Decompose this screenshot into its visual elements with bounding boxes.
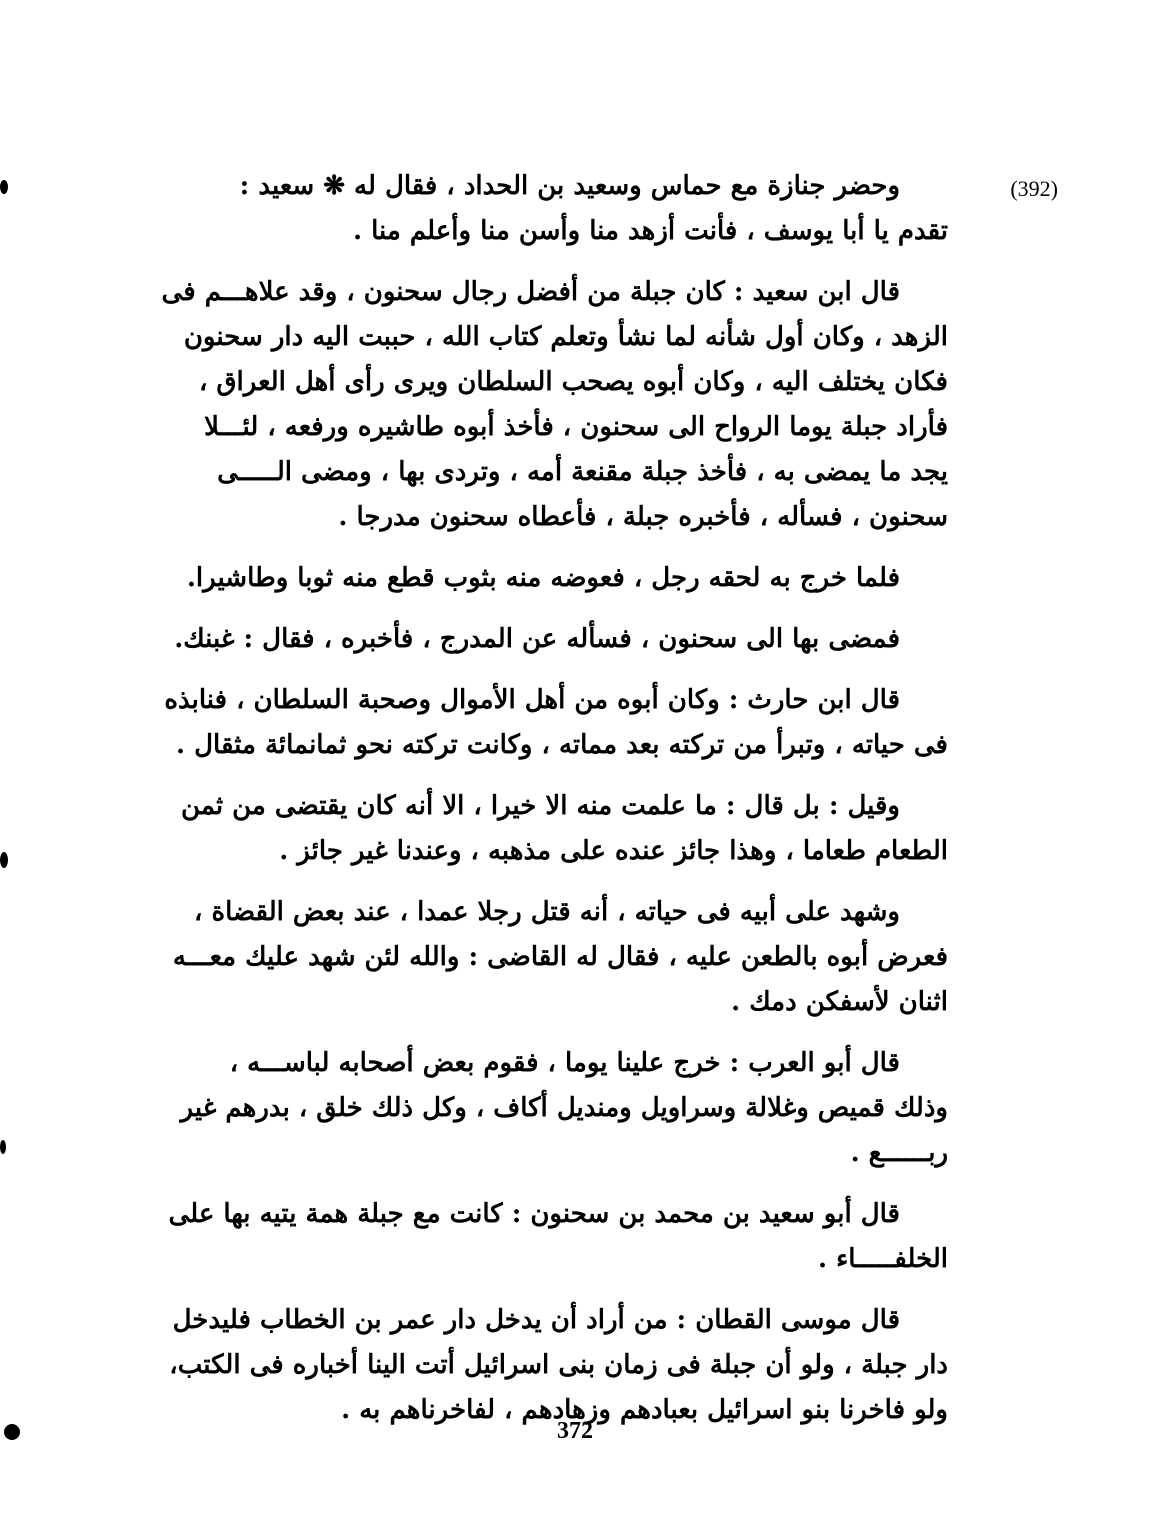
text-line: قال ابن حارث : وكان أبوه من أهل الأموال وصحبة السلطان ، فنابذه (164, 685, 900, 715)
text-line: دار جبلة ، ولو أن جبلة فى زمان بنى اسرائيل أتت الينا أخباره فى الكتب، (169, 1350, 948, 1380)
paragraph (180, 1041, 948, 1176)
text-line: فى حياته ، وتبرأ من تركته بعد مماته ، وكانت تركته نحو ثمانمائة مثقال . (176, 730, 948, 760)
paragraph (181, 784, 948, 874)
text-line: فمضى بها الى سحنون ، فسأله عن المدرج ، فأخبره ، فقال : غبنك. (174, 624, 900, 654)
text-line: وقيل : بل قال : ما علمت منه الا خيرا ، الا أنه كان يقتضى من ثمن (181, 791, 900, 821)
paragraph (196, 164, 948, 254)
text-line: فأراد جبلة يوما الرواح الى سحنون ، فأخذ أبوه طاشيره ورفعه ، لئـــلا (204, 412, 948, 442)
main-text (161, 164, 948, 1449)
original-page-marker: (392) (1010, 176, 1058, 201)
text-line: الخلفـــــاء . (817, 1244, 948, 1274)
text-line: تقدم يا أبا يوسف ، فأنت أزهد منا وأسن منا وأعلم منا . (352, 216, 948, 246)
scan-dot (0, 1140, 6, 1154)
text-line: الطعام طعاما ، وهذا جائز عنده على مذهبه ، وعندنا غير جائز . (279, 836, 948, 866)
text-line: قال ابن سعيد : كان جبلة من أفضل رجال سحنون ، وقد علاهـــم فى (161, 277, 900, 307)
text-line: يجد ما يمضى به ، فأخذ جبلة مقنعة أمه ، وتردى بها ، ومضى الـــــى (217, 457, 948, 487)
text-line: ولو فاخرنا بنو اسرائيل بعبادهم وزهادهم ، لفاخرناهم به . (341, 1395, 948, 1425)
text-line: وشهد على أبيه فى حياته ، أنه قتل رجلا عمدا ، عند بعض القضاة ، (194, 897, 900, 927)
paragraph (161, 270, 948, 540)
text-line: فكان يختلف اليه ، وكان أبوه يصحب السلطان ويرى رأى أهل العراق ، (198, 367, 948, 397)
paragraph (172, 890, 948, 1025)
text-line: سحنون ، فسأله ، فأخبره جبلة ، فأعطاه سحنون مدرجا . (338, 502, 948, 532)
scan-dot (0, 852, 8, 868)
page-number: 372 (557, 1418, 593, 1444)
text-line: اثنان لأسفكن دمك . (731, 987, 948, 1017)
text-line: فلما خرج به لحقه رجل ، فعوضه منه بثوب قطع منه ثوبا وطاشيرا. (186, 563, 900, 593)
text-line: وحضر جنازة مع حماس وسعيد بن الحداد ، فقال له ❋ سعيد : (239, 171, 900, 201)
text-line: الزهد ، وكان أول شأنه لما نشأ وتعلم كتاب الله ، حببت اليه دار سحنون (183, 322, 948, 352)
scan-dot (4, 1424, 20, 1440)
text-line: قال أبو سعيد بن محمد بن سحنون : كانت مع جبلة همة يتيه بها على (168, 1199, 900, 1229)
text-line: قال موسى القطان : من أراد أن يدخل دار عمر بن الخطاب فليدخل (172, 1305, 900, 1335)
text-line: ربــــــع . (850, 1138, 948, 1168)
paragraph (174, 617, 948, 662)
paragraph (186, 556, 948, 601)
text-line: قال أبو العرب : خرج علينا يوما ، فقوم بعض أصحابه لباســـه ، (229, 1048, 900, 1078)
text-line: وذلك قميص وغلالة وسراويل ومنديل أكاف ، وكل ذلك خلق ، بدرهم غير (180, 1093, 948, 1123)
scan-dot (0, 180, 8, 194)
paragraph (164, 678, 948, 768)
text-line: فعرض أبوه بالطعن عليه ، فقال له القاضى : والله لئن شهد عليك معـــه (172, 942, 948, 972)
paragraph (168, 1192, 948, 1282)
paragraph (169, 1298, 948, 1433)
